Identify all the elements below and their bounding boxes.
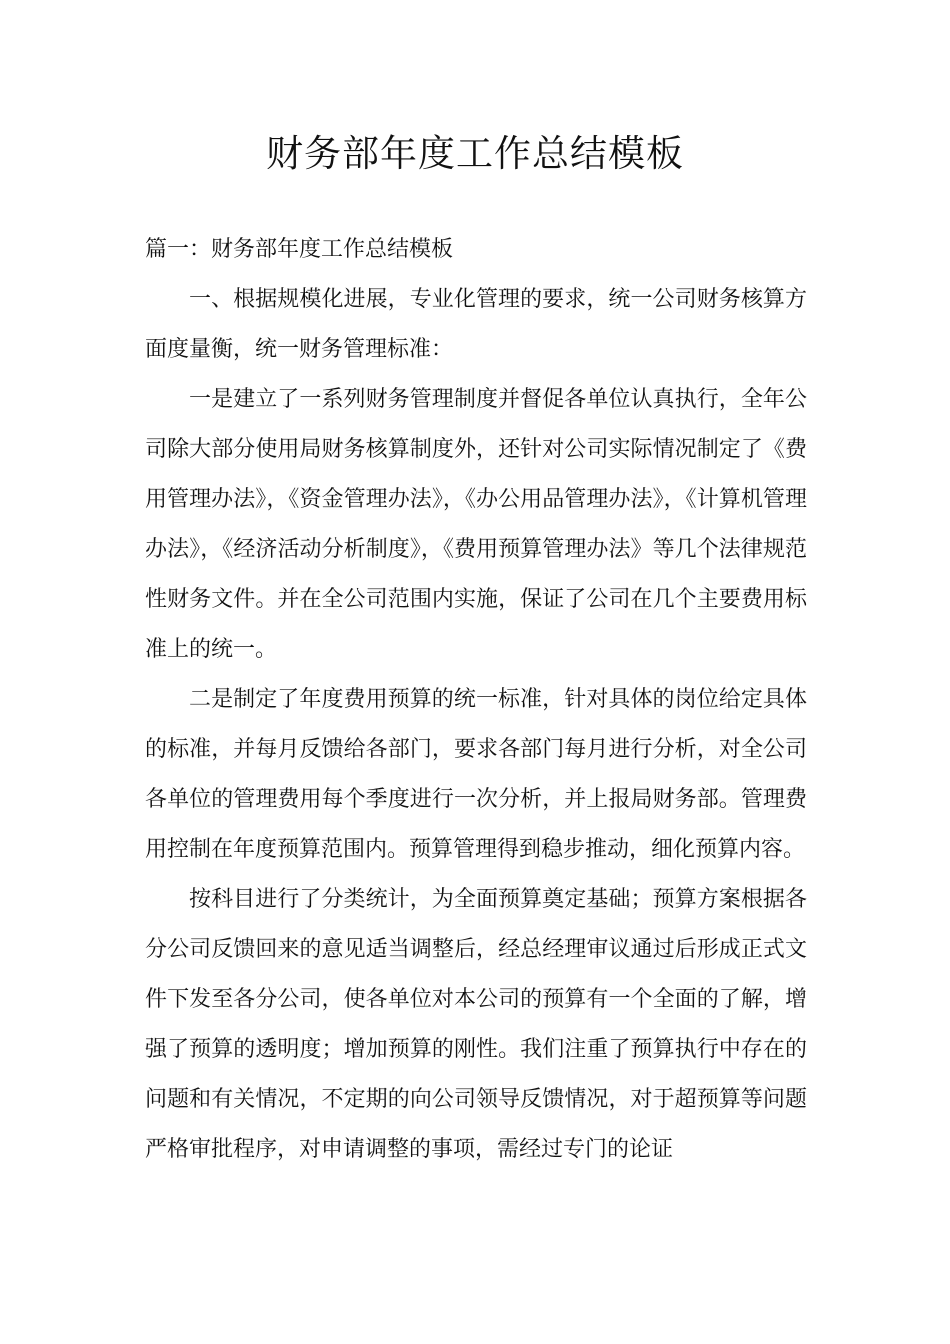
document-body (145, 225, 807, 1175)
paragraph-3: 二是制定了年度费用预算的统一标准，针对具体的岗位给定具体的标准，并每月反馈给各部门，要求各部门每月进行分析，对全公司各单位的管理费用每个季度进行一次分析，并上报局财务部。管理费用控制在年度预算范围内。预算管理得到稳步推动，细化预算内容。 (145, 687, 807, 862)
section-heading: 篇一：财务部年度工作总结模板 (145, 237, 454, 262)
paragraph-2: 一是建立了一系列财务管理制度并督促各单位认真执行，全年公司除大部分使用局财务核算制度外，还针对公司实际情况制定了《费用管理办法》，《资金管理办法》，《办公用品管理办法》，《计算机管理办法》，《经济活动分析制度》，《费用预算管理办法》等几个法律规范性财务文件。并在全公司范围内实施，保证了公司在几个主要费用标准上的统一。 (145, 387, 807, 662)
document-title: 财务部年度工作总结模板 (266, 132, 684, 175)
paragraph-4: 按科目进行了分类统计，为全面预算奠定基础；预算方案根据各分公司反馈回来的意见适当调整后，经总经理审议通过后形成正式文件下发至各分公司，使各单位对本公司的预算有一个全面的了解，增强了预算的透明度；增加预算的刚性。我们注重了预算执行中存在的问题和有关情况，不定期的向公司领导反馈情况，对于超预算等问题严格审批程序，对申请调整的事项，需经过专门的论证 (145, 887, 807, 1162)
paragraph-1: 一、根据规模化进展，专业化管理的要求，统一公司财务核算方面度量衡，统一财务管理标准： (145, 287, 807, 362)
